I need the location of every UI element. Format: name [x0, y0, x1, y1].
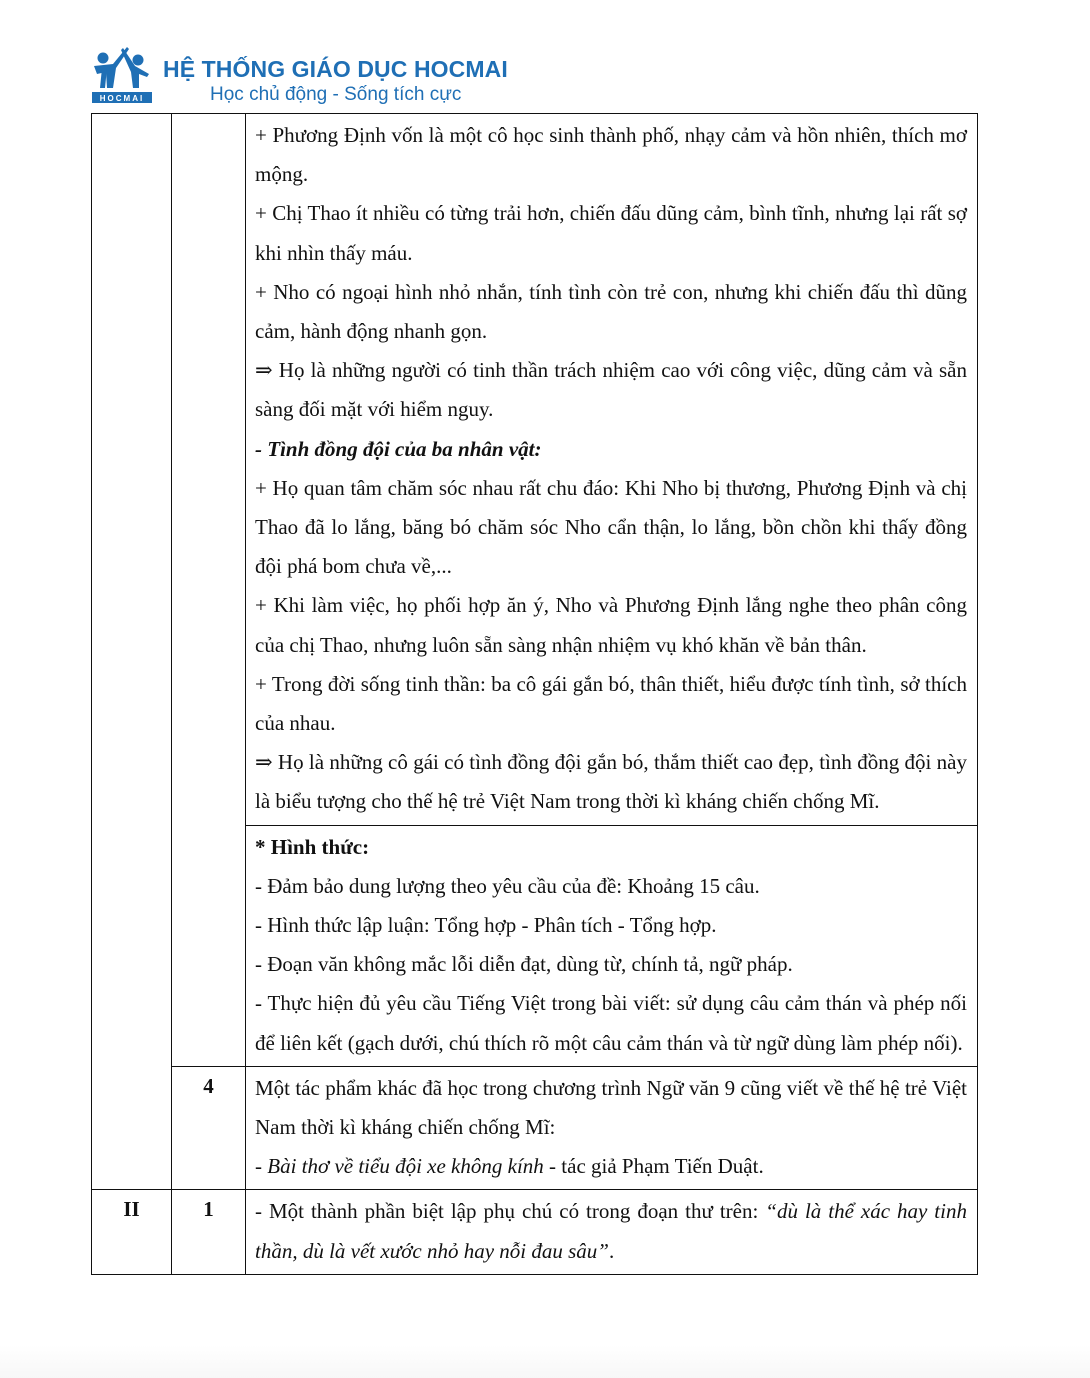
- question-number: 4: [203, 1073, 214, 1098]
- content-paragraph: Một tác phẩm khác đã học trong chương trình Ngữ văn 9 cũng viết về thế hệ trẻ Việt Nam thời kì kháng chiến chống Mĩ:: [255, 1075, 967, 1140]
- content-paragraph: + Khi làm việc, họ phối hợp ăn ý, Nho và Phương Định lắng nghe theo phân công của chị Thao, nhưng luôn sẵn sàng nhận nhiệm vụ khó khăn về bản thân.: [255, 593, 967, 657]
- content-cell: [246, 1190, 978, 1274]
- table-row: [92, 114, 978, 826]
- subheading: * Hình thức:: [255, 834, 370, 859]
- content-cell: [246, 114, 978, 826]
- page-header: [91, 44, 691, 106]
- hocmai-logo-icon: [91, 44, 153, 104]
- content-paragraph: + Nho có ngoại hình nhỏ nhắn, tính tình còn trẻ con, nhưng khi chiến đấu thì dũng cảm, hành động nhanh gọn.: [255, 279, 967, 344]
- table-row: [92, 1190, 978, 1274]
- brand-title: HỆ THỐNG GIÁO DỤC HOCMAI: [163, 56, 508, 82]
- question-number: 1: [203, 1197, 214, 1222]
- work-prefix: -: [255, 1154, 268, 1179]
- section-cell: [92, 114, 172, 1190]
- work-title: Bài thơ về tiểu đội xe không kính: [267, 1154, 544, 1179]
- answer-line: [255, 1192, 967, 1270]
- hocmai-logo: [91, 44, 153, 104]
- work-author: - tác giả Phạm Tiến Duật.: [543, 1154, 764, 1179]
- answer-suffix: .: [608, 1238, 615, 1263]
- content-paragraph: - Thực hiện đủ yêu cầu Tiếng Việt trong bài viết: sử dụng câu cảm thán và phép nối để liên kết (gạch dưới, chú thích rõ một câu cảm thán và từ ngữ dùng làm phép nối).: [255, 991, 967, 1055]
- question-cell: [172, 1190, 246, 1274]
- content-paragraph: + Phương Định vốn là một cô học sinh thành phố, nhạy cảm và hồn nhiên, thích mơ mộng.: [255, 123, 967, 187]
- answer-table: [91, 113, 978, 1275]
- svg-text:HOCMAI: HOCMAI: [99, 94, 145, 103]
- content-paragraph: + Họ quan tâm chăm sóc nhau rất chu đáo: Khi Nho bị thương, Phương Định và chị Thao đã lo lắng, băng bó chăm sóc Nho cẩn thận, lo lắng, bồn chồn khi thấy đồng đội phá bom chưa về,...: [255, 475, 967, 579]
- section-number: II: [123, 1197, 140, 1222]
- section-cell: [92, 1190, 172, 1274]
- content-paragraph: + Trong đời sống tinh thần: ba cô gái gắn bó, thân thiết, hiểu được tính tình, sở thích của nhau.: [255, 671, 967, 736]
- subheading: - Tình đồng đội của ba nhân vật:: [255, 436, 542, 461]
- content-paragraph: ⇒ Họ là những người có tinh thần trách nhiệm cao với công việc, dũng cảm và sẵn sàng đối mặt với hiểm nguy.: [255, 358, 967, 422]
- content-paragraph: - Đoạn văn không mắc lỗi diễn đạt, dùng từ, chính tả, ngữ pháp.: [255, 952, 793, 977]
- brand-slogan: Học chủ động - Sống tích cực: [210, 84, 462, 105]
- question-cell: [172, 114, 246, 1067]
- work-line: [255, 1147, 967, 1186]
- content-cell: [246, 1066, 978, 1190]
- table-row: [92, 1066, 978, 1190]
- content-paragraph: - Hình thức lập luận: Tổng hợp - Phân tích - Tổng hợp.: [255, 913, 717, 938]
- content-cell: [246, 825, 978, 1066]
- content-paragraph: + Chị Thao ít nhiều có từng trải hơn, chiến đấu dũng cảm, bình tĩnh, nhưng lại rất sợ khi nhìn thấy máu.: [255, 201, 967, 265]
- question-cell: [172, 1066, 246, 1190]
- content-paragraph: - Đảm bảo dung lượng theo yêu cầu của đề: Khoảng 15 câu.: [255, 873, 760, 898]
- answer-quote: “dù là thể xác hay tinh thần, dù là vết xước nhỏ hay nỗi đau sâu”: [255, 1199, 967, 1263]
- answer-prefix: - Một thành phần biệt lập phụ chú có trong đoạn thư trên:: [255, 1199, 766, 1224]
- content-paragraph: ⇒ Họ là những cô gái có tình đồng đội gắn bó, thắm thiết cao đẹp, tình đồng đội này là biểu tượng cho thế hệ trẻ Việt Nam trong thời kì kháng chiến chống Mĩ.: [255, 750, 967, 814]
